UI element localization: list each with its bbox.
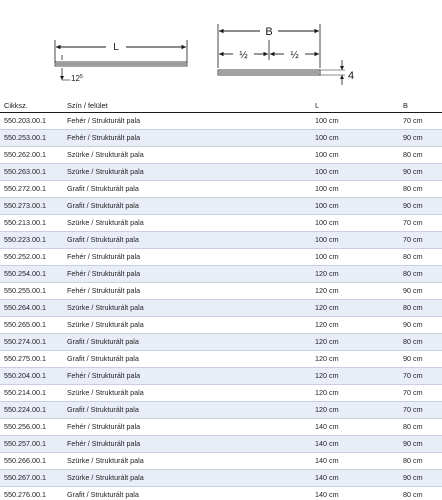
cell-color-surface: Szürke / Strukturált pala: [64, 214, 310, 231]
table-row: [0, 265, 442, 282]
dimension-diagram: [0, 0, 442, 96]
cell-color-surface: Szürke / Strukturált pala: [64, 163, 310, 180]
cell-length: 120 cm: [310, 367, 403, 384]
product-table-wrapper: [0, 96, 442, 500]
cell-width: 80 cm: [403, 265, 442, 282]
cell-code: 550.257.00.1: [0, 435, 64, 452]
cell-length: 140 cm: [310, 418, 403, 435]
cell-code: 550.263.00.1: [0, 163, 64, 180]
cell-code: 550.213.00.1: [0, 214, 64, 231]
cell-length: 100 cm: [310, 163, 403, 180]
cell-length: 140 cm: [310, 452, 403, 469]
cell-code: 550.266.00.1: [0, 452, 64, 469]
cell-width: 70 cm: [403, 214, 442, 231]
cell-length: 100 cm: [310, 197, 403, 214]
cell-width: 80 cm: [403, 452, 442, 469]
cell-code: 550.223.00.1: [0, 231, 64, 248]
cell-length: 120 cm: [310, 401, 403, 418]
table-row: [0, 333, 442, 350]
cell-code: 550.203.00.1: [0, 112, 64, 129]
cell-code: 550.224.00.1: [0, 401, 64, 418]
cell-width: 90 cm: [403, 282, 442, 299]
cell-width: 80 cm: [403, 146, 442, 163]
cell-code: 550.255.00.1: [0, 282, 64, 299]
width-label: B: [265, 26, 273, 38]
table-row: [0, 350, 442, 367]
cell-length: 120 cm: [310, 384, 403, 401]
table-row: [0, 180, 442, 197]
cell-color-surface: Szürke / Strukturált pala: [64, 299, 310, 316]
cell-code: 550.252.00.1: [0, 248, 64, 265]
cell-color-surface: Grafit / Strukturált pala: [64, 333, 310, 350]
cell-length: 100 cm: [310, 180, 403, 197]
header-width: B: [403, 96, 442, 112]
cell-width: 90 cm: [403, 435, 442, 452]
cell-length: 140 cm: [310, 469, 403, 486]
cell-color-surface: Fehér / Strukturált pala: [64, 248, 310, 265]
thickness-label-sup: 5: [79, 74, 83, 80]
cell-color-surface: Szürke / Strukturált pala: [64, 469, 310, 486]
table-row: [0, 163, 442, 180]
width-dimension: [218, 24, 320, 68]
table-row: [0, 197, 442, 214]
cell-color-surface: Szürke / Strukturált pala: [64, 146, 310, 163]
product-table: [0, 96, 442, 500]
cell-width: 90 cm: [403, 129, 442, 146]
table-row: [0, 112, 442, 129]
length-label: L: [113, 42, 119, 53]
table-row: [0, 248, 442, 265]
slab-side-view: [55, 62, 187, 66]
cell-width: 80 cm: [403, 418, 442, 435]
cell-width: 70 cm: [403, 231, 442, 248]
cell-code: 550.275.00.1: [0, 350, 64, 367]
cell-length: 100 cm: [310, 129, 403, 146]
cell-color-surface: Grafit / Strukturált pala: [64, 350, 310, 367]
dimension-drawing: [0, 0, 442, 96]
cell-code: 550.274.00.1: [0, 333, 64, 350]
cell-width: 80 cm: [403, 248, 442, 265]
cell-color-surface: Fehér / Strukturált pala: [64, 265, 310, 282]
cell-length: 100 cm: [310, 231, 403, 248]
cell-width: 80 cm: [403, 180, 442, 197]
front-thickness-label: 4: [348, 70, 355, 82]
cell-length: 120 cm: [310, 316, 403, 333]
table-row: [0, 231, 442, 248]
cell-width: 90 cm: [403, 350, 442, 367]
table-row: [0, 299, 442, 316]
cell-length: 120 cm: [310, 333, 403, 350]
half-width-left-label: ½: [239, 50, 248, 61]
header-code: Cikksz.: [0, 96, 64, 112]
cell-length: 120 cm: [310, 350, 403, 367]
cell-code: 550.265.00.1: [0, 316, 64, 333]
table-row: [0, 469, 442, 486]
cell-width: 80 cm: [403, 333, 442, 350]
cell-width: 90 cm: [403, 163, 442, 180]
slab-front-view: [218, 70, 320, 75]
cell-color-surface: Grafit / Strukturált pala: [64, 401, 310, 418]
cell-length: 100 cm: [310, 112, 403, 129]
cell-width: 90 cm: [403, 197, 442, 214]
table-row: [0, 384, 442, 401]
half-width-right-label: ½: [290, 50, 299, 61]
cell-width: 80 cm: [403, 299, 442, 316]
header-color-surface: Szín / felület: [64, 96, 310, 112]
table-row: [0, 316, 442, 333]
header-length: L: [310, 96, 403, 112]
cell-color-surface: Szürke / Strukturált pala: [64, 316, 310, 333]
cell-color-surface: Szürke / Strukturált pala: [64, 452, 310, 469]
cell-length: 120 cm: [310, 265, 403, 282]
table-row: [0, 214, 442, 231]
table-row: [0, 435, 442, 452]
table-row: [0, 418, 442, 435]
cell-width: 70 cm: [403, 401, 442, 418]
cell-length: 100 cm: [310, 146, 403, 163]
cell-code: 550.264.00.1: [0, 299, 64, 316]
table-row: [0, 146, 442, 163]
cell-color-surface: Fehér / Strukturált pala: [64, 367, 310, 384]
thickness-dimension: [62, 55, 83, 83]
cell-color-surface: Fehér / Strukturált pala: [64, 129, 310, 146]
table-header-row: [0, 96, 442, 112]
cell-length: 100 cm: [310, 248, 403, 265]
cell-code: 550.273.00.1: [0, 197, 64, 214]
length-dimension: [55, 40, 187, 62]
cell-code: 550.254.00.1: [0, 265, 64, 282]
table-row: [0, 282, 442, 299]
cell-width: 70 cm: [403, 367, 442, 384]
cell-length: 140 cm: [310, 486, 403, 500]
cell-code: 550.267.00.1: [0, 469, 64, 486]
table-row: [0, 401, 442, 418]
cell-width: 90 cm: [403, 469, 442, 486]
cell-color-surface: Grafit / Strukturált pala: [64, 486, 310, 500]
svg-text:125: [71, 74, 83, 83]
cell-length: 100 cm: [310, 214, 403, 231]
cell-length: 120 cm: [310, 299, 403, 316]
cell-color-surface: Fehér / Strukturált pala: [64, 418, 310, 435]
cell-code: 550.256.00.1: [0, 418, 64, 435]
cell-color-surface: Grafit / Strukturált pala: [64, 197, 310, 214]
cell-color-surface: Szürke / Strukturált pala: [64, 384, 310, 401]
cell-code: 550.204.00.1: [0, 367, 64, 384]
cell-width: 90 cm: [403, 316, 442, 333]
cell-code: 550.214.00.1: [0, 384, 64, 401]
cell-width: 80 cm: [403, 486, 442, 500]
cell-code: 550.262.00.1: [0, 146, 64, 163]
cell-length: 120 cm: [310, 282, 403, 299]
cell-width: 70 cm: [403, 384, 442, 401]
cell-color-surface: Fehér / Strukturált pala: [64, 112, 310, 129]
cell-length: 140 cm: [310, 435, 403, 452]
table-row: [0, 367, 442, 384]
cell-color-surface: Fehér / Strukturált pala: [64, 435, 310, 452]
table-row: [0, 486, 442, 500]
table-row: [0, 452, 442, 469]
thickness-label-base: 12: [71, 74, 80, 83]
front-thickness-dimension: [320, 60, 354, 85]
cell-code: 550.276.00.1: [0, 486, 64, 500]
cell-code: 550.253.00.1: [0, 129, 64, 146]
cell-code: 550.272.00.1: [0, 180, 64, 197]
cell-color-surface: Fehér / Strukturált pala: [64, 282, 310, 299]
cell-color-surface: Grafit / Strukturált pala: [64, 180, 310, 197]
table-row: [0, 129, 442, 146]
cell-width: 70 cm: [403, 112, 442, 129]
cell-color-surface: Grafit / Strukturált pala: [64, 231, 310, 248]
